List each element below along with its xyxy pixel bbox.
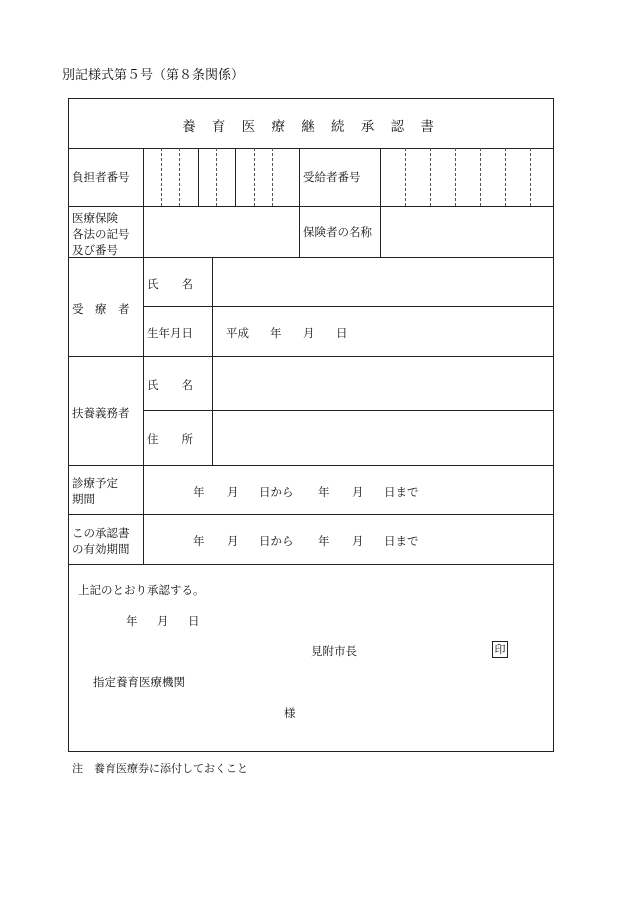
patient-birthdate-label: 生年月日 (147, 326, 193, 340)
approval-year-label: 年 (126, 614, 138, 628)
digit-separator (455, 148, 456, 206)
patient-section-label: 受 療 者 (72, 302, 130, 316)
approval-month-label: 月 (157, 614, 169, 628)
digit-separator (505, 148, 506, 206)
approval-statement: 上記のとおり承認する。 (78, 583, 205, 597)
column-divider (212, 257, 213, 465)
validity-from-day: 日から (259, 534, 294, 548)
footer-note: 注 養育医療券に添付しておくこと (72, 762, 248, 775)
digit-separator (235, 148, 236, 206)
institution-label: 指定養育医療機関 (93, 675, 185, 689)
birthdate-year-label: 年 (270, 326, 282, 340)
row-divider (68, 148, 554, 149)
form-number: 別記様式第５号（第８条関係） (62, 68, 245, 83)
digit-separator (198, 148, 199, 206)
scheduled-period-label: 診療予定 期間 (72, 476, 118, 506)
digit-separator (480, 148, 481, 206)
form-title: 養 育 医 療 継 続 承 認 書 (182, 119, 440, 135)
guardian-section-label: 扶養義務者 (72, 406, 130, 420)
scheduled-from-month: 月 (227, 485, 239, 499)
digit-separator (272, 148, 273, 206)
guardian-address-label: 住 所 (147, 432, 193, 446)
scheduled-from-year: 年 (193, 485, 205, 499)
row-divider (68, 465, 554, 466)
digit-separator (405, 148, 406, 206)
column-divider (143, 148, 144, 564)
row-divider (68, 514, 554, 515)
validity-from-year: 年 (193, 534, 205, 548)
insurer-name-label: 保険者の名称 (303, 225, 372, 239)
row-divider (68, 257, 554, 258)
column-divider (299, 148, 300, 257)
scheduled-to-day: 日まで (384, 485, 419, 499)
birthdate-day-label: 日 (336, 326, 348, 340)
seal-stamp: 印 (492, 641, 508, 658)
digit-separator (161, 148, 162, 206)
scheduled-from-day: 日から (259, 485, 294, 499)
row-divider (68, 564, 554, 565)
row-divider (68, 206, 554, 207)
honorific-sama: 様 (284, 706, 296, 720)
insurance-symbol-label: 医療保険 各法の記号 及び番号 (72, 211, 130, 257)
digit-separator (430, 148, 431, 206)
scheduled-to-month: 月 (352, 485, 364, 499)
row-divider (143, 410, 554, 411)
birthdate-era: 平成 (226, 326, 249, 340)
digit-separator (530, 148, 531, 206)
approval-day-label: 日 (188, 614, 200, 628)
row-divider (143, 306, 554, 307)
patient-name-label: 氏 名 (147, 277, 193, 291)
mayor-title: 見附市長 (311, 644, 357, 658)
payer-number-label: 負担者番号 (72, 170, 130, 184)
validity-period-label: この承認書 の有効期間 (72, 526, 130, 556)
column-divider (380, 148, 381, 257)
recipient-number-label: 受給者番号 (303, 170, 361, 184)
validity-from-month: 月 (227, 534, 239, 548)
validity-to-year: 年 (318, 534, 330, 548)
validity-to-day: 日まで (384, 534, 419, 548)
digit-separator (179, 148, 180, 206)
birthdate-month-label: 月 (303, 326, 315, 340)
guardian-name-label: 氏 名 (147, 378, 193, 392)
scheduled-to-year: 年 (318, 485, 330, 499)
digit-separator (254, 148, 255, 206)
row-divider (68, 356, 554, 357)
validity-to-month: 月 (352, 534, 364, 548)
digit-separator (216, 148, 217, 206)
